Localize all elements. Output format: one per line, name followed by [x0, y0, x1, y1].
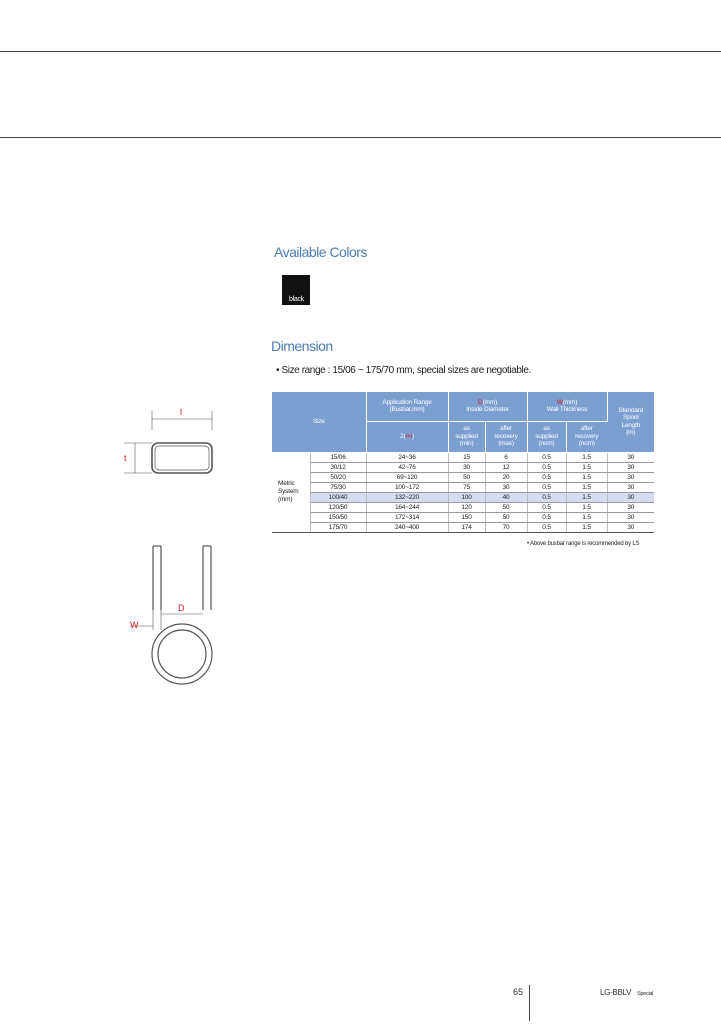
cell-spool: 30 — [607, 472, 654, 482]
table-row — [272, 482, 654, 492]
cell-range: 100~172 — [366, 482, 448, 492]
cell-w-supplied: 0.5 — [527, 482, 566, 492]
cell-spool: 30 — [607, 462, 654, 472]
label-t: t — [124, 453, 127, 463]
cell-spool: 30 — [607, 492, 654, 502]
header-d-as-supplied: as supplied (min) — [448, 421, 485, 452]
cell-w-recovered: 1.5 — [566, 482, 607, 492]
cell-d-min: 174 — [448, 522, 485, 532]
header-d-after-recovery: after recovery (max) — [485, 421, 527, 452]
footer-product: LG-BBLV Special — [600, 988, 654, 997]
footer-divider — [529, 985, 530, 1021]
cell-size: 120/50 — [310, 502, 366, 512]
table-row — [272, 462, 654, 472]
cell-spool: 30 — [607, 452, 654, 462]
cell-d-max: 30 — [485, 482, 527, 492]
cell-spool: 30 — [607, 482, 654, 492]
page-number: 65 — [513, 987, 524, 997]
cell-d-min: 75 — [448, 482, 485, 492]
cell-d-max: 50 — [485, 512, 527, 522]
cell-range: 240~400 — [366, 522, 448, 532]
header-w-after-recovery: after recovery (nom) — [566, 421, 607, 452]
cell-range: 42~76 — [366, 462, 448, 472]
cell-w-supplied: 0.5 — [527, 452, 566, 462]
cell-d-min: 100 — [448, 492, 485, 502]
cell-size: 15/06 — [310, 452, 366, 462]
header-size: Size — [272, 392, 366, 452]
cell-w-supplied: 0.5 — [527, 502, 566, 512]
label-d: D — [178, 603, 185, 613]
label-w: W — [130, 620, 139, 630]
available-colors-heading: Available Colors — [274, 244, 367, 260]
cell-range: 172~314 — [366, 512, 448, 522]
table-row — [272, 512, 654, 522]
header-wall-thickness: W(mm) Wall Thickness — [527, 392, 607, 421]
cell-spool: 30 — [607, 522, 654, 532]
cell-d-max: 12 — [485, 462, 527, 472]
label-l: l — [180, 407, 182, 417]
cell-d-max: 20 — [485, 472, 527, 482]
cell-size: 175/70 — [310, 522, 366, 532]
cell-d-min: 50 — [448, 472, 485, 482]
cell-w-recovered: 1.5 — [566, 472, 607, 482]
cell-size: 75/30 — [310, 482, 366, 492]
size-range-note: • Size range : 15/06 ~ 175/70 mm, special sizes are negotiable. — [276, 365, 531, 376]
cell-w-recovered: 1.5 — [566, 502, 607, 512]
cell-w-supplied: 0.5 — [527, 462, 566, 472]
cell-w-supplied: 0.5 — [527, 492, 566, 502]
header-inside-diameter: D(mm) Inside Diameter — [448, 392, 527, 421]
header-application-formula: 2(l+t) — [366, 421, 448, 452]
cell-size: 150/50 — [310, 512, 366, 522]
cell-w-recovered: 1.5 — [566, 462, 607, 472]
table-row — [272, 472, 654, 482]
cell-w-recovered: 1.5 — [566, 522, 607, 532]
table-row — [272, 452, 654, 462]
cell-d-min: 150 — [448, 512, 485, 522]
cell-w-supplied: 0.5 — [527, 522, 566, 532]
cell-w-recovered: 1.5 — [566, 512, 607, 522]
cell-range: 132~220 — [366, 492, 448, 502]
cell-d-max: 70 — [485, 522, 527, 532]
dimension-table — [272, 392, 654, 533]
cell-d-max: 40 — [485, 492, 527, 502]
metric-system-label: Metric System (mm) — [272, 452, 310, 532]
dimension-heading: Dimension — [271, 338, 333, 354]
cell-w-recovered: 1.5 — [566, 492, 607, 502]
header-w-as-supplied: as supplied (nom) — [527, 421, 566, 452]
cell-range: 164~244 — [366, 502, 448, 512]
cell-size: 100/40 — [310, 492, 366, 502]
table-row — [272, 522, 654, 532]
cell-w-supplied: 0.5 — [527, 512, 566, 522]
cell-spool: 30 — [607, 512, 654, 522]
cell-w-supplied: 0.5 — [527, 472, 566, 482]
table-row — [272, 492, 654, 502]
cell-d-min: 30 — [448, 462, 485, 472]
cell-d-max: 6 — [485, 452, 527, 462]
cell-d-min: 120 — [448, 502, 485, 512]
cell-spool: 30 — [607, 502, 654, 512]
cell-size: 50/20 — [310, 472, 366, 482]
cell-d-max: 50 — [485, 502, 527, 512]
header-application-range: Application Range (Busbar,mm) — [366, 392, 448, 421]
cell-range: 24~36 — [366, 452, 448, 462]
busbar-recommendation-note: • Above busbar range is recommended by LS — [527, 541, 640, 547]
cell-range: 69~120 — [366, 472, 448, 482]
cell-w-recovered: 1.5 — [566, 452, 607, 462]
color-swatch-label: black — [289, 296, 304, 303]
header-spool-length: Standard Spool Length (m) — [607, 392, 654, 452]
cell-d-min: 15 — [448, 452, 485, 462]
table-row — [272, 502, 654, 512]
cell-size: 30/12 — [310, 462, 366, 472]
